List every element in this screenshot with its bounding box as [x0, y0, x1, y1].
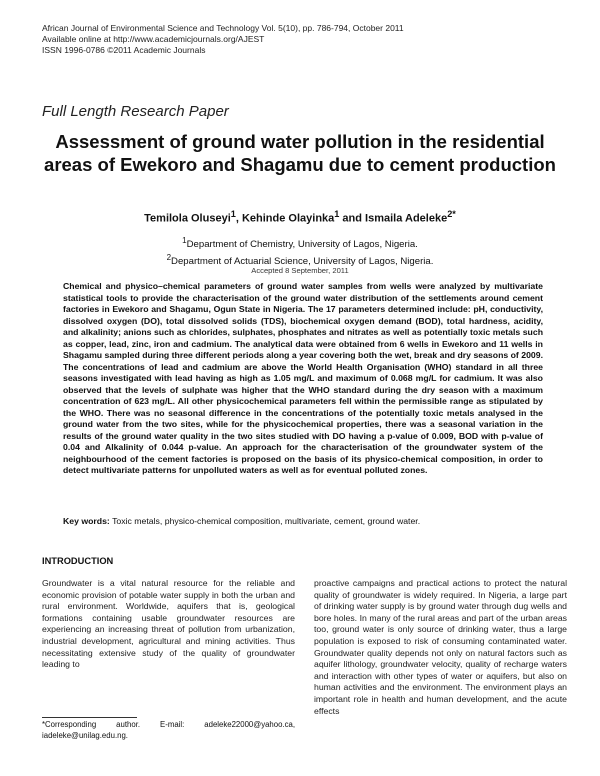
keywords [63, 516, 543, 526]
affiliations [0, 234, 600, 268]
author-affil-marker: 1 [230, 209, 236, 219]
corresponding-author-footnote: *Corresponding author. E-mail: adeleke22000@yahoo.ca, iadeleke@unilag.edu.ng. [42, 720, 295, 740]
author-separator: , [235, 212, 242, 225]
keywords-text: Toxic metals, physico-chemical composition, multivariate, cement, ground water. [109, 516, 421, 526]
accepted-date: Accepted 8 September, 2011 [251, 266, 349, 275]
body-column-left: Groundwater is a vital natural resource for the reliable and economic provision of potable water supply in both the urban and rural environment. Worldwide, aquifers that is, geological formations containing usable groundwater resources are experiencing an increasing threat of pollution from urbanization, industrial development, agricultural and mining activities. Thus necessitating extensive study of the quality of groundwater leading to [42, 578, 295, 670]
paper-title: Assessment of ground water pollution in the residential areas of Ewekoro and Shagamu due to cement production [44, 131, 556, 175]
author-name: Ismaila Adeleke [365, 212, 448, 225]
journal-issn: ISSN 1996-0786 ©2011 Academic Journals [42, 45, 206, 55]
affiliation: $^2$Department of Actuarial Science, University of Lagos, Nigeria. [166, 253, 434, 268]
footnote-divider [42, 717, 137, 718]
affiliation: $^1$Department of Chemistry, University of Lagos, Nigeria. [182, 236, 418, 251]
author-affil-marker: 1 [334, 209, 340, 219]
journal-citation: African Journal of Environmental Science and Technology Vol. 5(10), pp. 786-794, October 2011 [42, 23, 404, 33]
journal-url: Available online at http://www.academicjournals.org/AJEST [42, 34, 265, 44]
body-column-right: proactive campaigns and practical actions to protect the natural quality of groundwater is widely required. In Nigeria, a large part of drinking water supply is by ground water through dug wells and bore holes. In many of the rural areas and part of the urban areas too, ground water is only source of drinking water, thus a large population is exposed to risk of consuming contaminated water. Groundwater quality depends not only on natural factors such as aquifer lithology, groundwater velocity, quality of recharge waters and interaction with other types of water or aquifers, but also on human activities and the environment. The environment plays an important role in health and human development, and the acute effects [314, 578, 567, 716]
keywords-label: Key words: [63, 516, 110, 526]
author-list [0, 209, 600, 225]
paper-type: Full Length Research Paper [42, 103, 229, 120]
abstract: Chemical and physico–chemical parameters of ground water samples from wells were analyzed by multivariate statistical tools to provide the characterisation of the ground water distribution of the settlements around cement factories in Ewekoro and Shagamu, Ogun State in Nigeria. The 17 parameters determined include: pH, conductivity, dissolved oxygen (DO), total dissolved solids (TDS), biochemical oxygen demand (BOD), total hardness, acidity, and alkalinity; anions such as chlorides, sulphates, phosphates and nitrates as well as potentially toxic metals such as copper, lead, zinc, iron and cadmium. The analytical data were obtained from 6 wells in Ewekoro and 11 wells in Shagamu sampled during three different periods along a year covering both the wet, break and dry seasons of 2009. The concentrations of lead and cadmium are above the World Health Organisation (WHO) standard in all three seasons investigated with lead having as high as 1.05 mg/L and maximum of 0.068 mg/L for cadmium. It was also observed that the levels of sulphate was higher that the WHO standard during the dry season with a maximum concentration of 623 mg/L. All other physicochemical parameters fell within the permissible range as stipulated by the WHO. There was no seasonal difference in the concentrations of the potentially toxic metals analysed in the ground water from the two sites, while for the physicochemical properties, there was a seasonal variation in the results of the ground water quality in the two sites studied with DO having a p-value of 0.009, BOD with p-value of 0.04 and Alkalinity of 0.044 p-value. An approach for the characterisation of the groundwater system of the neighbourhood of the cement factories is proposed on the basis of its physico-chemical composition, in order to detect multivariate patterns for unpolluted waters as well as for eventual polluted zones. [63, 281, 543, 475]
author-separator: and [339, 212, 366, 225]
author-affil-marker: 2* [447, 209, 456, 219]
author-name: Temilola Oluseyi [144, 212, 231, 225]
section-heading: INTRODUCTION [42, 556, 114, 566]
author-name: Kehinde Olayinka [241, 212, 335, 225]
journal-header [42, 23, 404, 56]
